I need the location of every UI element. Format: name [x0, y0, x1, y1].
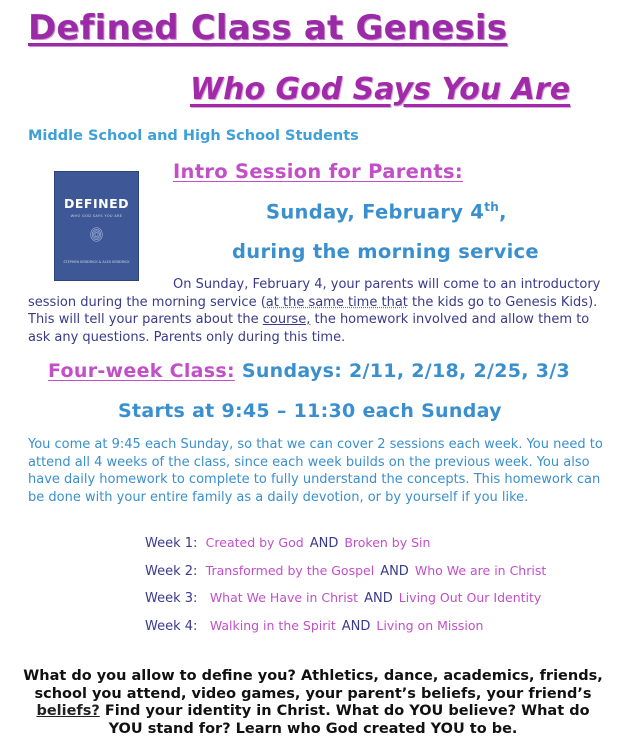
week-and: AND — [309, 536, 339, 551]
intro-body-dotted: at the same time that — [265, 294, 408, 310]
week-label: Week 1: — [145, 536, 198, 551]
intro-body-underlined: course, — [262, 312, 311, 327]
week-label: Week 3: — [145, 591, 198, 606]
class-heading-label: Four-week Class: — [48, 360, 235, 382]
week-and: AND — [364, 591, 393, 606]
closing-text-a: What do you allow to define you? Athletics, dance, academics, friends, school you attend, video games, your parent’s beliefs, your friend’s — [23, 668, 603, 702]
book-cover-subtitle: WHO GOD SAYS YOU ARE — [70, 214, 123, 218]
intro-date-text: Sunday, February 4 — [266, 200, 485, 224]
week-topic: Walking in the Spirit — [209, 617, 336, 633]
week-topic: Transformed by the Gospel — [205, 562, 375, 578]
intro-time: during the morning service — [232, 240, 539, 263]
week-topic: Created by God — [205, 535, 304, 550]
intro-body-b: the kids go to Genesis Kids). This will tell your parents about the — [28, 294, 598, 327]
intro-date — [266, 200, 507, 224]
closing-statement — [18, 668, 608, 738]
page-subtitle: Who God Says You Are — [190, 72, 571, 107]
intro-date-comma: , — [499, 200, 507, 224]
week-topic: Living Out Our Identity — [398, 590, 542, 605]
week-row — [145, 562, 546, 590]
intro-date-suffix: th — [484, 200, 500, 214]
week-row — [145, 534, 546, 562]
intro-paragraph — [28, 276, 608, 346]
page-title: Defined Class at Genesis — [28, 8, 508, 48]
week-row — [145, 617, 546, 645]
week-label: Week 4: — [145, 618, 198, 634]
intro-body-a: On Sunday, February 4, your parents will come to an introductory session during the morning service ( — [28, 277, 601, 310]
intro-body-c: the homework involved and allow them to ask any questions. Parents only during this time. — [28, 312, 590, 345]
class-heading-dates: Sundays: 2/11, 2/18, 2/25, 3/3 — [234, 360, 570, 382]
book-cover-authors: STEPHEN KENDRICK & ALEX KENDRICK — [63, 260, 130, 264]
week-topic: Who We are in Christ — [414, 562, 547, 578]
class-heading — [48, 360, 570, 382]
book-cover-image — [55, 172, 138, 280]
intro-heading: Intro Session for Parents: — [173, 160, 463, 183]
book-cover-title: DEFINED — [64, 196, 129, 211]
closing-text-b: Find your identity in Christ. What do YOU believe? What do YOU stand for? Learn who God created YOU to be. — [99, 703, 590, 737]
week-row — [145, 589, 546, 617]
week-topic: Broken by Sin — [344, 535, 431, 550]
class-paragraph: You come at 9:45 each Sunday, so that we can cover 2 sessions each week. You need to attend all 4 weeks of the class, since each week builds on the previous week. You also have daily homework to complete to fully understand the concepts. This homework can be done with your entire family as a daily devotion, or by yourself if you like. — [28, 437, 603, 505]
class-start-time: Starts at 9:45 – 11:30 each Sunday — [118, 400, 502, 422]
week-topic: What We Have in Christ — [209, 590, 359, 605]
closing-text-underlined: beliefs? — [36, 703, 100, 719]
weeks-list — [145, 534, 546, 644]
week-topic: Living on Mission — [376, 617, 484, 633]
audience-line: Middle School and High School Students — [28, 128, 359, 144]
fingerprint-icon — [90, 227, 103, 242]
week-label: Week 2: — [145, 563, 198, 579]
week-and: AND — [380, 563, 409, 579]
week-and: AND — [341, 618, 371, 634]
